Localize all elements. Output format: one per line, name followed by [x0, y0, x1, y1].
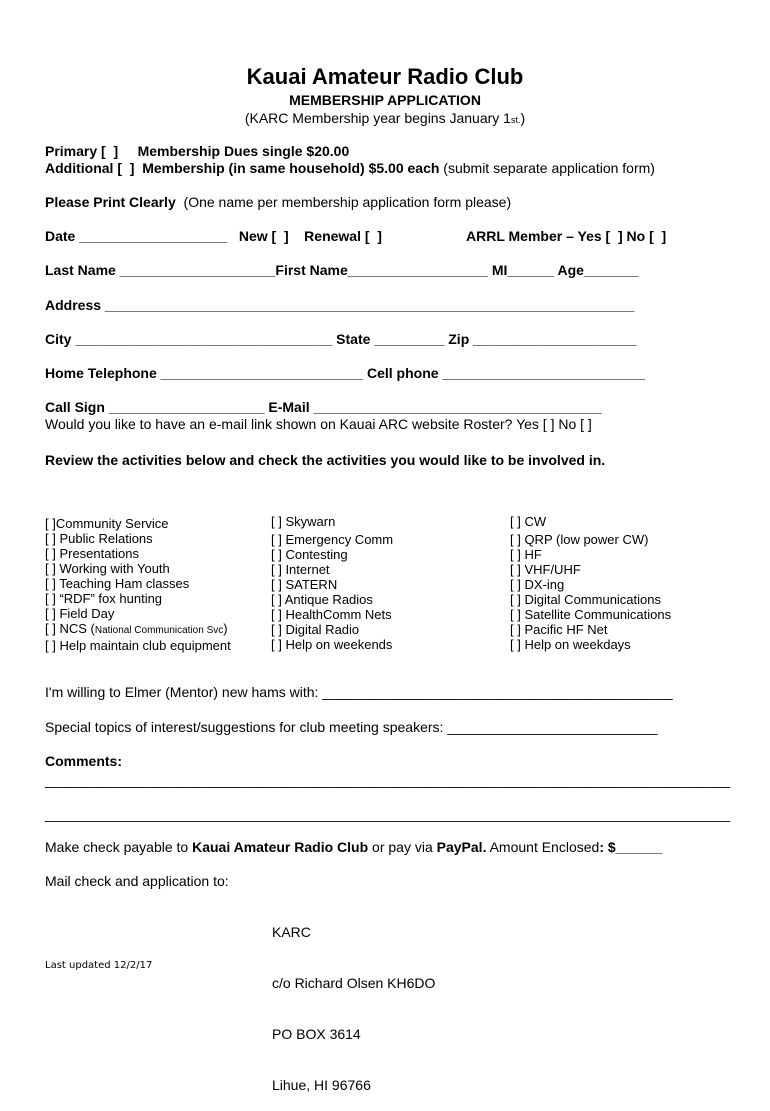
activity-item[interactable]: [ ] Emergency Comm: [271, 532, 394, 547]
activity-item[interactable]: [ ] Help on weekdays: [510, 637, 631, 652]
last-updated-note: Last updated 12/2/17: [45, 960, 153, 971]
address-line: PO BOX 3614: [272, 1026, 361, 1042]
activity-item[interactable]: [ ] Field Day: [45, 606, 115, 621]
email-link-question[interactable]: Would you like to have an e-mail link shown on Kauai ARC website Roster? Yes [ ] No [ ]: [45, 416, 592, 432]
activities-column-3: [510, 514, 671, 652]
activity-item[interactable]: [ ] Digital Communications: [510, 592, 661, 607]
activity-item-ncs[interactable]: [ ] NCS (National Communication Svc): [45, 621, 228, 636]
activity-item[interactable]: [ ] “RDF” fox hunting: [45, 591, 163, 606]
form-subtitle: MEMBERSHIP APPLICATION: [289, 92, 481, 108]
activity-item[interactable]: [ ] HF: [510, 547, 542, 562]
activity-item[interactable]: [ ] VHF/UHF: [510, 562, 581, 577]
activity-item[interactable]: [ ] Public Relations: [45, 531, 153, 546]
date-renewal-row[interactable]: Date ___________________ New [ ] Renewal [ ]: [45, 228, 382, 244]
activity-item[interactable]: [ ]Community Service: [45, 516, 169, 531]
mail-to-label: Mail check and application to:: [45, 873, 229, 889]
arrl-member-field[interactable]: ARRL Member – Yes [ ] No [ ]: [466, 228, 667, 244]
activity-item[interactable]: [ ] SATERN: [271, 577, 338, 592]
name-age-row[interactable]: Last Name ____________________First Name__________________ MI______ Age_______: [45, 262, 639, 278]
form-title: Kauai Amateur Radio Club: [246, 64, 524, 89]
comments-label: Comments:: [45, 753, 123, 769]
activities-column-1: [45, 516, 231, 653]
membership-year-note: (KARC Membership year begins January 1st.): [244, 110, 526, 126]
additional-membership-option[interactable]: Additional [ ] Membership (in same household) $5.00 each (submit separate application form): [45, 160, 655, 176]
activities-heading: Review the activities below and check the activities you would like to be involved in.: [45, 452, 606, 468]
activity-item[interactable]: [ ] Skywarn: [271, 514, 336, 529]
activity-item[interactable]: [ ] HealthComm Nets: [271, 607, 392, 622]
activity-item[interactable]: [ ] Help maintain club equipment: [45, 638, 231, 653]
comments-line[interactable]: ________________________________________________________________________________________: [45, 806, 731, 822]
phone-row[interactable]: Home Telephone __________________________ Cell phone __________________________: [45, 365, 645, 381]
elmer-mentor-field[interactable]: I'm willing to Elmer (Mentor) new hams with: _____________________________________________: [45, 684, 673, 700]
address-line: c/o Richard Olsen KH6DO: [272, 975, 436, 991]
activity-item[interactable]: [ ] QRP (low power CW): [510, 532, 649, 547]
activity-item[interactable]: [ ] Antique Radios: [271, 592, 373, 607]
address-field[interactable]: Address ____________________________________________________________________: [45, 297, 635, 313]
activity-item[interactable]: [ ] Working with Youth: [45, 561, 170, 576]
activity-item[interactable]: [ ] Satellite Communications: [510, 607, 672, 622]
payment-instruction: Make check payable to Kauai Amateur Radio Club or pay via PayPal. Amount Enclosed: $______: [45, 839, 663, 855]
activity-item[interactable]: [ ] CW: [510, 514, 547, 529]
activity-item[interactable]: [ ] DX-ing: [510, 577, 565, 592]
print-clearly-instruction: Please Print Clearly (One name per membership application form please): [45, 194, 512, 210]
activity-item[interactable]: [ ] Presentations: [45, 546, 139, 561]
activity-item[interactable]: [ ] Pacific HF Net: [510, 622, 608, 637]
activity-item[interactable]: [ ] Contesting: [271, 547, 348, 562]
primary-membership-option[interactable]: Primary [ ] Membership Dues single $20.00: [45, 143, 350, 159]
activity-item[interactable]: [ ] Internet: [271, 562, 330, 577]
callsign-email-row[interactable]: Call Sign ____________________ E-Mail _____________________________________: [45, 399, 602, 415]
amount-enclosed-field[interactable]: : $______: [599, 839, 663, 855]
mailing-address: [272, 890, 435, 1111]
activity-item[interactable]: [ ] Digital Radio: [271, 622, 360, 637]
speaker-topics-field[interactable]: Special topics of interest/suggestions for club meeting speakers: ___________________________: [45, 719, 658, 735]
address-line: KARC: [272, 924, 311, 940]
comments-line[interactable]: ________________________________________________________________________________________: [45, 772, 731, 788]
activity-item[interactable]: [ ] Help on weekends: [271, 637, 393, 652]
city-state-zip-row[interactable]: City _________________________________ State _________ Zip _____________________: [45, 331, 637, 347]
activities-column-2: [271, 514, 393, 652]
address-line: Lihue, HI 96766: [272, 1077, 371, 1093]
activity-item[interactable]: [ ] Teaching Ham classes: [45, 576, 190, 591]
